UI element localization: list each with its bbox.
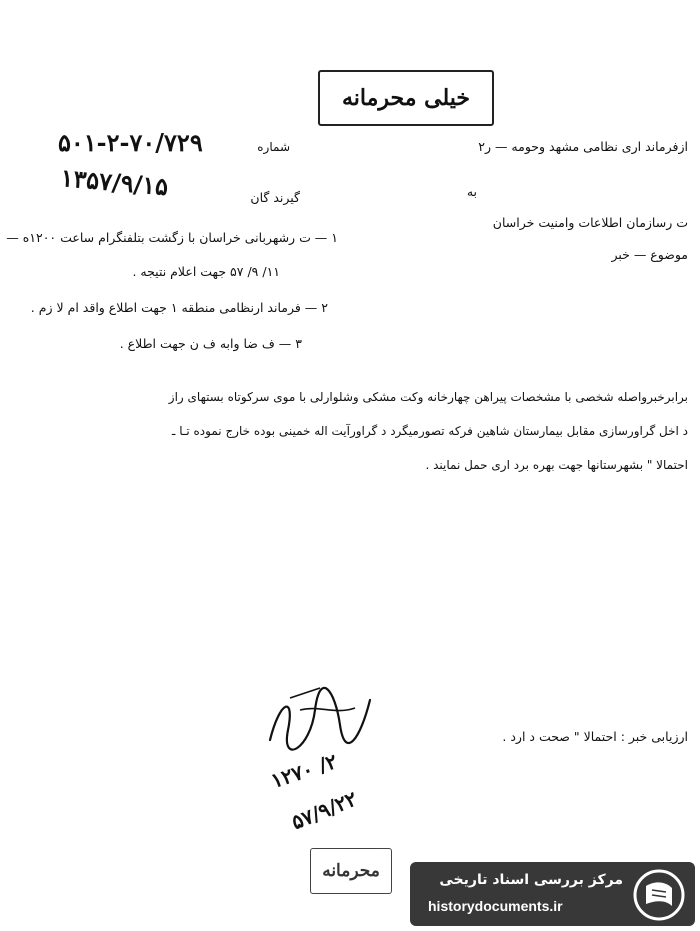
recipient-item: ۲ — فرماند ارنظامی منطقه ۱ جهت اطلاع واقد ام لا زم .	[30, 300, 328, 315]
body-line: برابرخبرواصله شخصی با مشخصات پیراهن چهارخانه وکت مشکی وشلوارلی با موی سرکوتاه بستهای راز	[168, 390, 688, 404]
body-line: د اخل گراورسازی مقابل بیمارستان شاهین فرکه تصورمیگرد د گراورآیت اله خمینی بوده خارج نموده تـا ـ	[171, 424, 688, 438]
watermark	[410, 862, 695, 926]
to-line: ت رسازمان اطلاعات وامنیت خراسان	[492, 215, 688, 230]
handwritten-note: ۱۲۷۰ /۲	[268, 748, 341, 793]
letter-date: ۱۳۵۷/۹/۱۵	[59, 163, 170, 202]
classification-stamp-top	[318, 70, 494, 126]
recipients-heading: گیرند گان	[250, 190, 300, 205]
number-label: شماره	[257, 140, 290, 154]
classification-stamp-bottom-text: محرمانه	[322, 861, 380, 881]
evaluation-line: ارزیابی خبر : احتمالا " صحت د ارد .	[502, 729, 688, 744]
handwritten-signature	[260, 680, 380, 760]
recipient-item: ۱۱/ ۹/ ۵۷ جهت اعلام نتیجه .	[132, 264, 280, 279]
body-line: احتمالا " بشهرستانها جهت بهره برد اری حمل نمایند .	[425, 458, 688, 472]
recipient-item: ۳ — ف ضا وابه ف ن جهت اطلاع .	[119, 336, 302, 351]
classification-stamp-top-text: خیلی محرمانه	[341, 85, 471, 111]
handwritten-note: ۵۷/۹/۲۲	[288, 786, 361, 835]
watermark-title: مرکز بررسی اسناد تاریخی	[439, 872, 623, 888]
from-line: ازفرماند اری نظامی مشهد وحومه — ر۲	[478, 139, 688, 154]
to-label: به	[466, 184, 477, 199]
classification-stamp-bottom	[310, 848, 392, 894]
letter-number: ۵۰۱-۲-۷۰/۷۲۹	[58, 128, 203, 157]
watermark-url: historydocuments.ir	[428, 898, 563, 914]
recipient-item: ۱ — ت رشهربانی خراسان با زگشت بتلفنگرام ساعت ۱۲۰۰ه —	[6, 230, 338, 245]
watermark-logo-icon	[632, 868, 686, 922]
subject-line: موضوع — خبر	[611, 247, 688, 262]
